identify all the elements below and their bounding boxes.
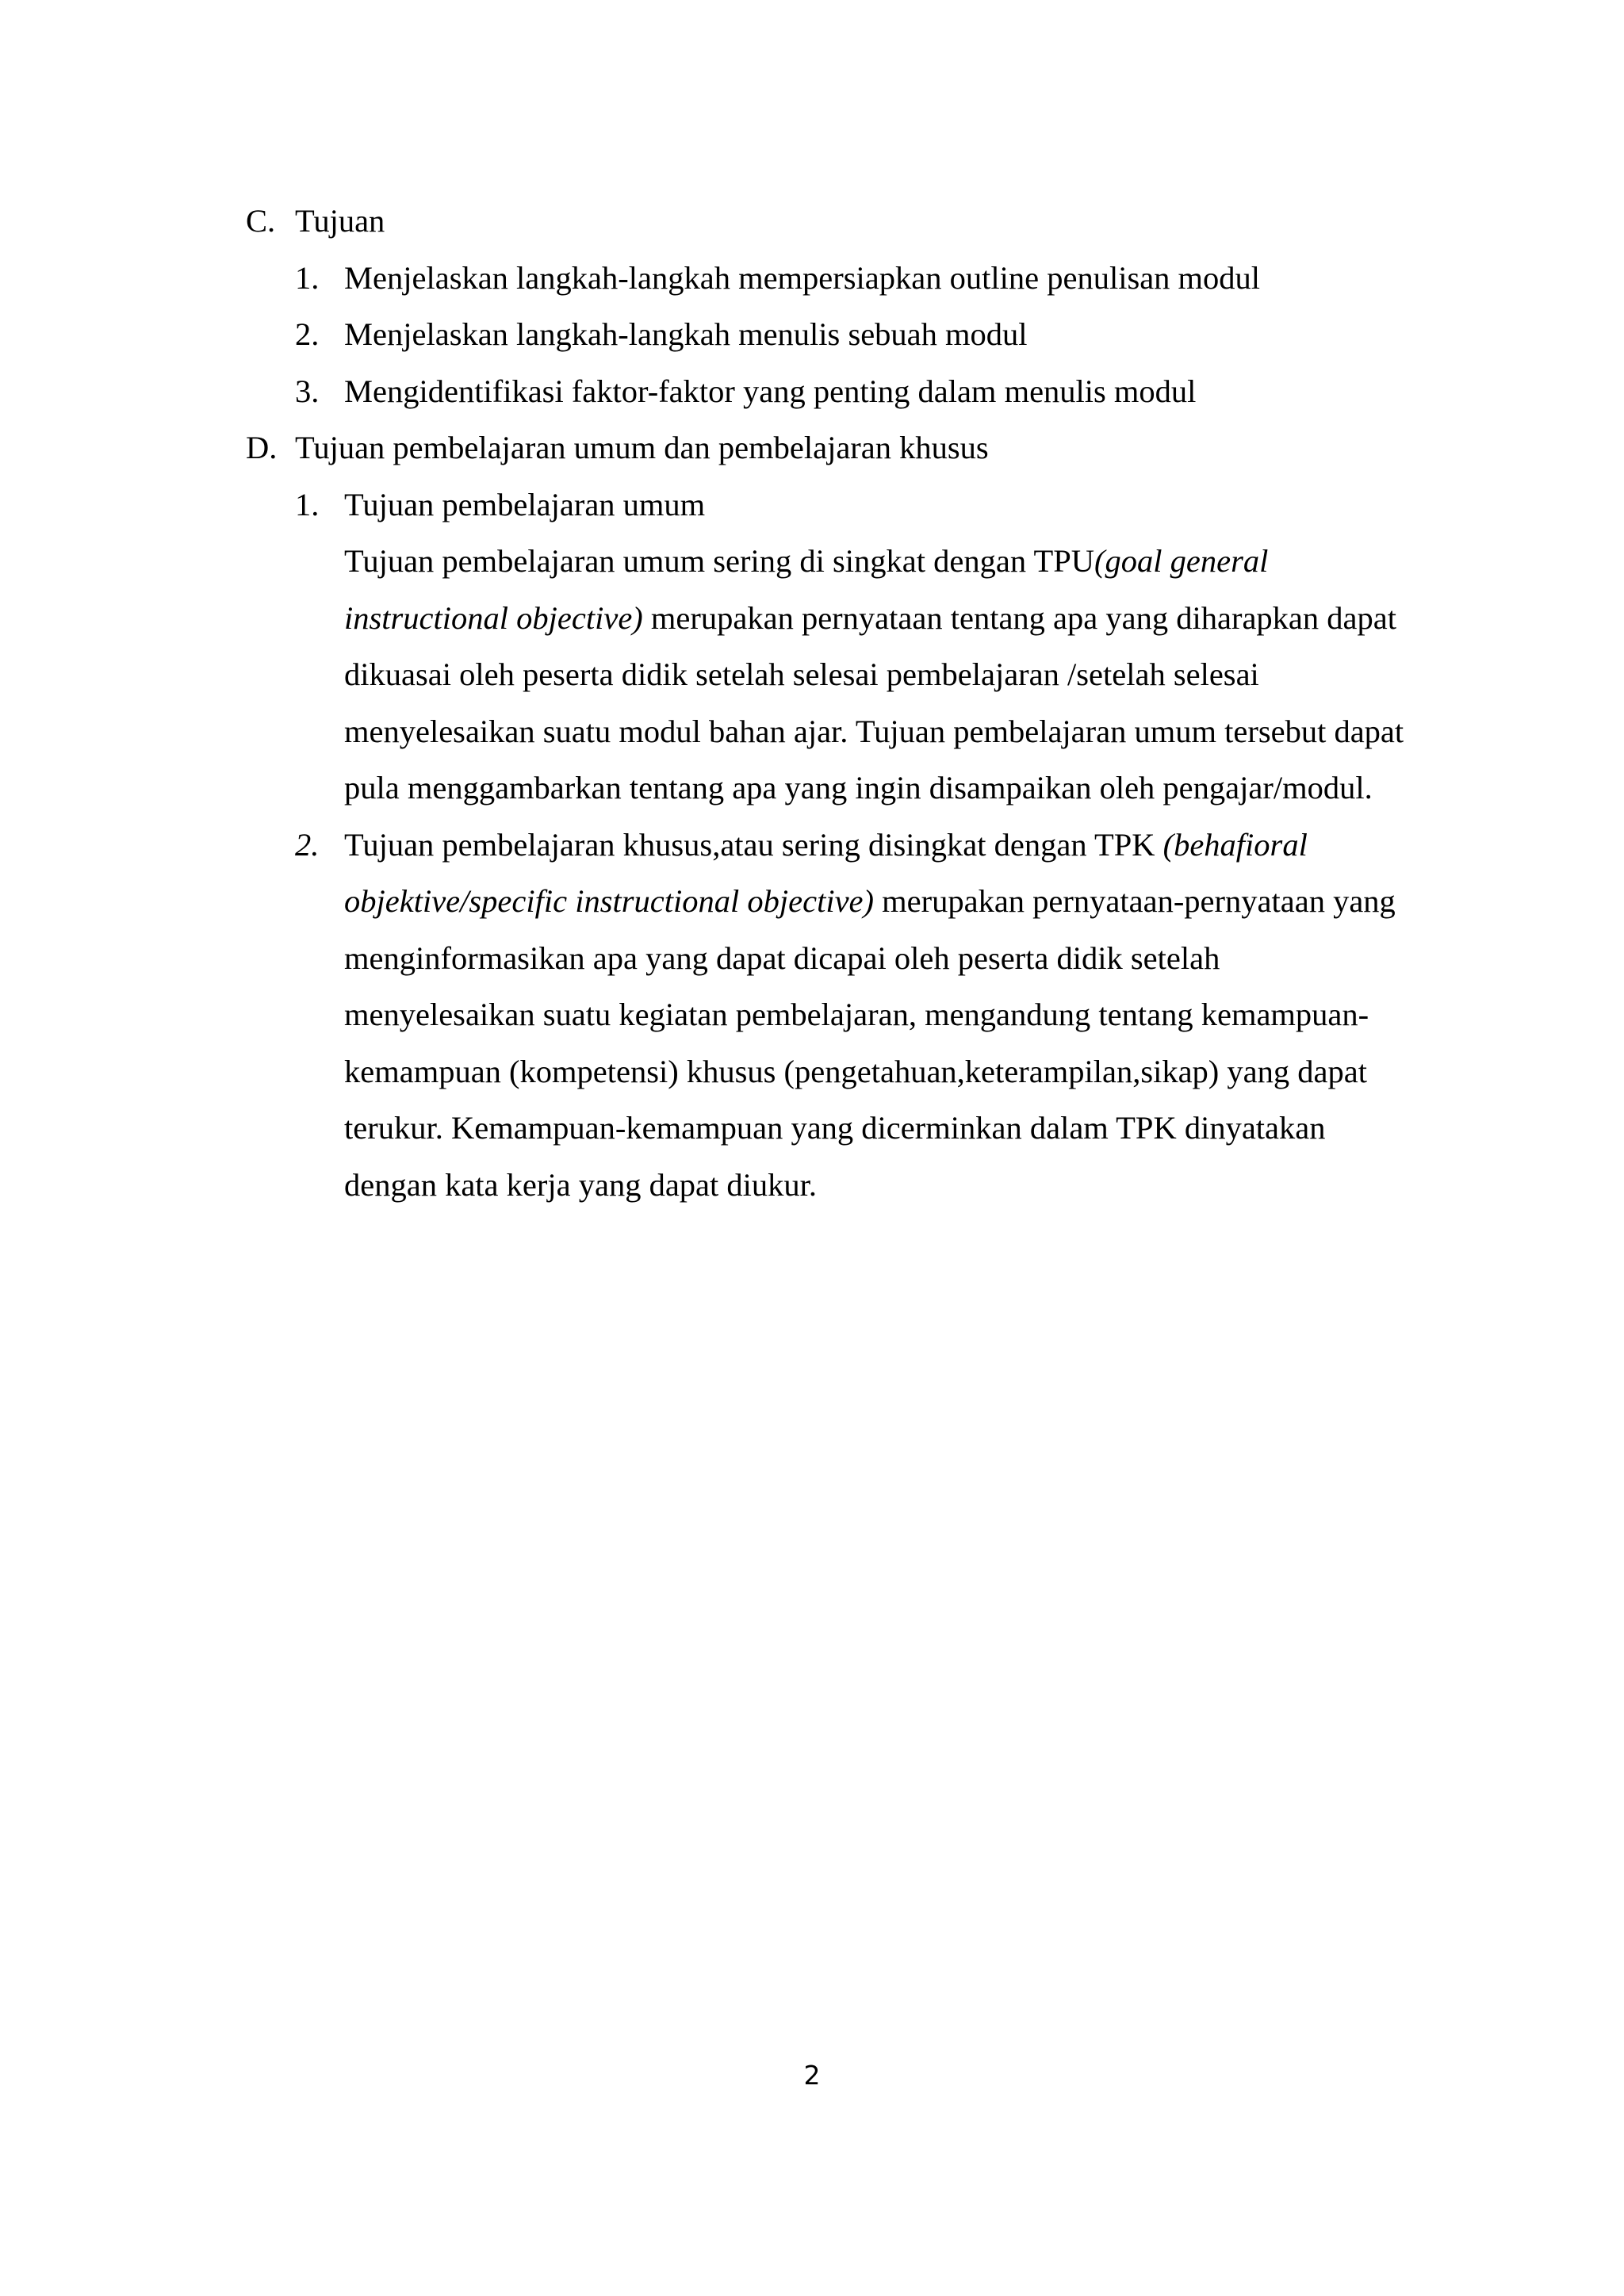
line-italic-text: (goal general	[1094, 543, 1269, 579]
section-d-heading	[246, 419, 1435, 476]
paragraph-line	[344, 533, 1438, 590]
paragraph-line: kemampuan (kompetensi) khusus (pengetahuan,keterampilan,sikap) yang dapat	[344, 1053, 1367, 1089]
paragraph-line: menginformasikan apa yang dapat dicapai oleh peserta didik setelah	[344, 939, 1220, 976]
line-text: merupakan pernyataan-pernyataan yang	[874, 883, 1396, 919]
list-item-text: Mengidentifikasi faktor-faktor yang penting dalam menulis modul	[344, 373, 1197, 409]
section-d-item-2-paragraph	[344, 873, 1438, 1213]
line-text: Tujuan pembelajaran khusus,atau sering disingkat dengan TPK	[344, 826, 1163, 863]
line-text: merupakan pernyataan tentang apa yang diharapkan dapat	[642, 599, 1396, 636]
paragraph-line: terukur. Kemampuan-kemampuan yang dicerminkan dalam TPK dinyatakan	[344, 1110, 1326, 1146]
list-number: 2.	[295, 316, 320, 352]
paragraph-line: dikuasai oleh peserta didik setelah selesai pembelajaran /setelah selesai	[344, 656, 1259, 692]
page-number: 2	[803, 2060, 821, 2091]
list-number: 1.	[295, 486, 320, 522]
paragraph-line	[344, 590, 1438, 647]
document-body	[246, 193, 1435, 1213]
section-c-title: Tujuan	[295, 203, 385, 239]
list-item-text: Menjelaskan langkah-langkah menulis sebuah modul	[344, 316, 1028, 352]
list-item-title: Tujuan pembelajaran umum	[344, 486, 706, 522]
paragraph-line: menyelesaikan suatu modul bahan ajar. Tujuan pembelajaran umum tersebut dapat	[344, 713, 1404, 749]
section-d-title: Tujuan pembelajaran umum dan pembelajaran khusus	[295, 430, 989, 465]
paragraph-line: pula menggambarkan tentang apa yang ingin disampaikan oleh pengajar/modul.	[344, 770, 1373, 806]
section-c-label: C.	[246, 203, 276, 239]
section-d-item-1-paragraph	[344, 533, 1438, 817]
paragraph-line: menyelesaikan suatu kegiatan pembelajaran, mengandung tentang kemampuan-	[344, 997, 1369, 1032]
section-d-item-2-heading	[246, 817, 1435, 874]
line-italic-text: (behafioral	[1162, 826, 1308, 863]
section-c-item-3	[246, 363, 1435, 420]
paragraph-line: dengan kata kerja yang dapat diukur.	[344, 1166, 818, 1203]
line-italic-text: objektive/specific instructional objective)	[344, 883, 875, 919]
line-text: Tujuan pembelajaran umum sering di singkat dengan TPU	[344, 543, 1094, 579]
section-c-item-2	[246, 306, 1435, 363]
list-number: 3.	[295, 373, 320, 409]
list-number: 1.	[295, 259, 320, 296]
paragraph-line	[344, 873, 1438, 930]
section-d-item-1-heading	[246, 476, 1435, 534]
line-italic-text: instructional objective)	[344, 599, 643, 636]
section-c-item-1	[246, 250, 1435, 307]
list-item-text: Menjelaskan langkah-langkah mempersiapkan outline penulisan modul	[344, 259, 1261, 296]
section-c-heading	[246, 193, 1435, 250]
list-number: 2.	[295, 826, 320, 863]
section-d-label: D.	[246, 430, 278, 465]
